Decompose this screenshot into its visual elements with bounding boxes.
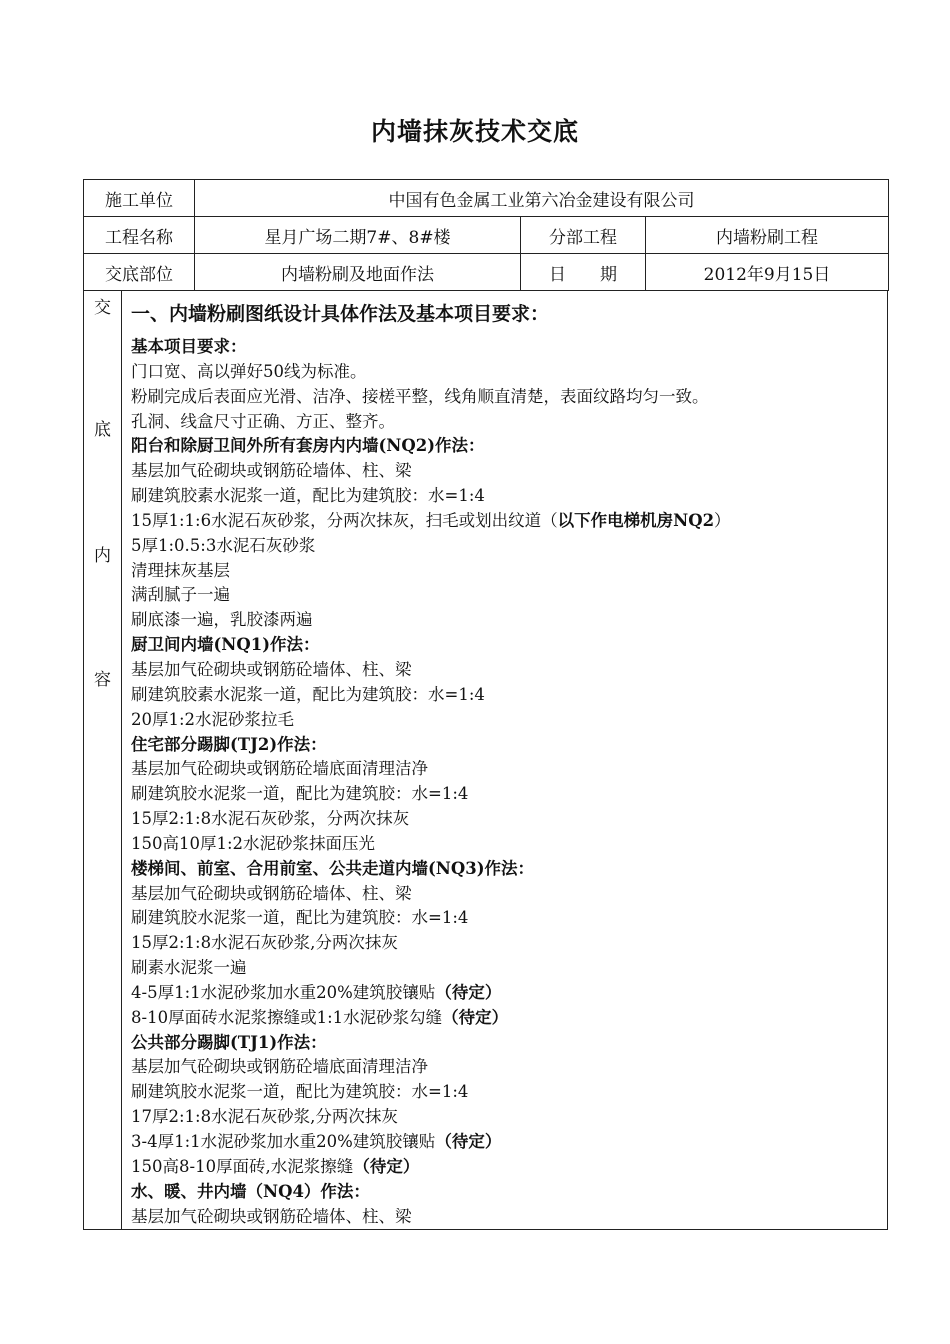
side-char: 内 <box>94 546 111 566</box>
content-line <box>131 559 876 584</box>
section-heading: 一、内墙粉刷图纸设计具体作法及基本项目要求： <box>131 303 550 325</box>
content-line <box>131 1130 876 1155</box>
date-label: 日 期 <box>521 254 646 291</box>
project-label: 工程名称 <box>84 217 195 254</box>
unit-value: 中国有色金属工业第六冶金建设有限公司 <box>195 180 889 217</box>
line-emphasis: 以下作电梯机房NQ2 <box>557 510 715 530</box>
side-label-column <box>84 291 122 1229</box>
disclosure-content-box <box>83 291 888 1230</box>
line-text: 水、暖、井内墙（NQ4）作法： <box>131 1181 370 1201</box>
content-line <box>131 757 876 782</box>
content-line <box>131 509 876 534</box>
line-text: 住宅部分踢脚(TJ2)作法： <box>131 734 327 754</box>
document-title: 内墙抹灰技术交底 <box>370 117 579 146</box>
info-table <box>83 179 889 291</box>
line-text: 满刮腻子一遍 <box>131 585 230 605</box>
content-line <box>131 708 876 733</box>
content-line <box>131 410 876 435</box>
line-text: 20厚1:2水泥砂浆拉毛 <box>131 709 295 729</box>
content-lines <box>131 335 876 1229</box>
line-text: 基层加气砼砌块或钢筋砼墙体、柱、梁 <box>131 461 412 481</box>
line-text: 粉刷完成后表面应光滑、洁净、接槎平整，线角顺直清楚，表面纹路均匀一致。 <box>131 386 709 406</box>
line-text: 门口宽、高以弹好50线为标准。 <box>131 361 367 381</box>
content-line <box>131 906 876 931</box>
line-text: 3-4厚1:1水泥砂浆加水重20%建筑胶镶贴 <box>131 1132 436 1151</box>
line-text: 刷建筑胶水泥浆一道，配比为建筑胶：水=1:4 <box>131 784 469 804</box>
content-line <box>131 981 876 1006</box>
content-area <box>131 299 876 1229</box>
subsection-heading <box>131 1180 876 1205</box>
line-text: 15厚1:1:6水泥石灰砂浆，分两次抹灰，扫毛或划出纹道（ <box>131 510 558 530</box>
side-char: 容 <box>94 670 111 690</box>
line-text: 刷建筑胶水泥浆一道，配比为建筑胶：水=1:4 <box>131 908 469 928</box>
sub-label: 分部工程 <box>521 217 646 254</box>
line-text: 15厚2:1:8水泥石灰砂浆,分两次抹灰 <box>131 933 398 953</box>
subsection-heading <box>131 335 876 360</box>
content-line <box>131 782 876 807</box>
content-line <box>131 608 876 633</box>
line-text: 15厚2:1:8水泥石灰砂浆，分两次抹灰 <box>131 809 410 829</box>
content-line <box>131 832 876 857</box>
line-text: 基本项目要求： <box>131 337 247 356</box>
line-text: 5厚1:0.5:3水泥石灰砂浆 <box>131 535 316 555</box>
content-line <box>131 534 876 559</box>
content-line <box>131 1205 876 1230</box>
content-line <box>131 583 876 608</box>
content-line <box>131 807 876 832</box>
content-line <box>131 484 876 509</box>
content-line <box>131 1080 876 1105</box>
info-row-project <box>84 217 889 254</box>
subsection-heading <box>131 1031 876 1056</box>
line-emphasis: （待定） <box>442 1007 509 1027</box>
line-text: 刷建筑胶水泥浆一道，配比为建筑胶：水=1:4 <box>131 1082 469 1102</box>
line-emphasis: （待定） <box>435 1132 502 1151</box>
subsection-heading <box>131 434 876 459</box>
content-line <box>131 1006 876 1031</box>
info-row-part <box>84 254 889 291</box>
line-text: 基层加气砼砌块或钢筋砼墙体、柱、梁 <box>131 659 412 679</box>
line-text: 刷建筑胶素水泥浆一道，配比为建筑胶：水=1:4 <box>131 684 485 704</box>
line-suffix: ） <box>714 510 731 530</box>
content-line <box>131 658 876 683</box>
info-row-unit <box>84 180 889 217</box>
line-text: 基层加气砼砌块或钢筋砼墙体、柱、梁 <box>131 1206 412 1226</box>
content-line <box>131 1105 876 1130</box>
line-text: 150高10厚1:2水泥砂浆抹面压光 <box>131 833 376 853</box>
content-line <box>131 882 876 907</box>
line-emphasis: （待定） <box>435 982 502 1002</box>
line-text: 阳台和除厨卫间外所有套房内内墙(NQ2)作法： <box>131 436 485 456</box>
line-text: 刷素水泥浆一遍 <box>131 958 247 978</box>
line-text: 8-10厚面砖水泥浆擦缝或1:1水泥砂浆勾缝 <box>131 1007 443 1027</box>
content-line <box>131 459 876 484</box>
part-label: 交底部位 <box>84 254 195 291</box>
subsection-heading <box>131 733 876 758</box>
unit-label: 施工单位 <box>84 180 195 217</box>
content-line <box>131 931 876 956</box>
side-char: 底 <box>94 420 111 440</box>
content-line <box>131 385 876 410</box>
line-text: 公共部分踢脚(TJ1)作法： <box>131 1032 327 1052</box>
line-emphasis: （待定） <box>353 1156 420 1176</box>
line-text: 4-5厚1:1水泥砂浆加水重20%建筑胶镶贴 <box>131 982 436 1002</box>
line-text: 基层加气砼砌块或钢筋砼墙体、柱、梁 <box>131 883 412 903</box>
content-line <box>131 1055 876 1080</box>
line-text: 刷建筑胶素水泥浆一道，配比为建筑胶：水=1:4 <box>131 486 485 506</box>
content-line <box>131 1155 876 1180</box>
date-value: 2012年9月15日 <box>646 254 889 291</box>
line-text: 清理抹灰基层 <box>131 560 230 580</box>
part-value: 内墙粉刷及地面作法 <box>195 254 521 291</box>
project-value: 星月广场二期7#、8#楼 <box>195 217 521 254</box>
line-text: 基层加气砼砌块或钢筋砼墙底面清理洁净 <box>131 1057 428 1077</box>
content-line <box>131 360 876 385</box>
line-text: 孔洞、线盒尺寸正确、方正、整齐。 <box>131 411 395 431</box>
subsection-heading <box>131 633 876 658</box>
subsection-heading <box>131 857 876 882</box>
line-text: 150高8-10厚面砖,水泥浆擦缝 <box>131 1156 354 1176</box>
line-text: 厨卫间内墙(NQ1)作法： <box>131 635 320 655</box>
line-text: 楼梯间、前室、合用前室、公共走道内墙(NQ3)作法： <box>131 858 535 878</box>
line-text: 刷底漆一遍，乳胶漆两遍 <box>131 610 313 630</box>
sub-value: 内墙粉刷工程 <box>646 217 889 254</box>
content-line <box>131 956 876 981</box>
line-text: 基层加气砼砌块或钢筋砼墙底面清理洁净 <box>131 759 428 779</box>
side-char: 交 <box>94 298 111 318</box>
content-line <box>131 683 876 708</box>
line-text: 17厚2:1:8水泥石灰砂浆,分两次抹灰 <box>131 1107 398 1127</box>
